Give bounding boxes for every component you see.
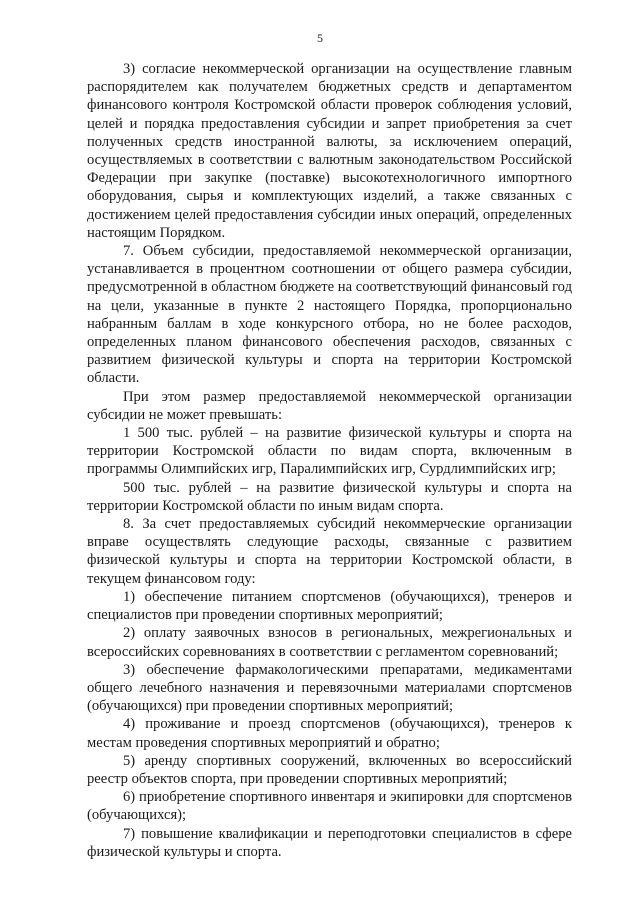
list-item-expense-3: 3) обеспечение фармакологическими препаратами, медикаментами общего лечебного назначения и перевязочными материалами спортсменов (обучающихся) при проведении спортивных мероприятий; (87, 661, 572, 715)
list-item-expense-2: 2) оплату заявочных взносов в региональных, межрегиональных и всероссийских соревнованиях в соответствии с регламентом соревнований; (87, 625, 572, 660)
paragraph-section-7-subsidy-volume: 7. Объем субсидии, предоставляемой некоммерческой организации, устанавливается в процентном соотношении от общего размера субсидии, предусмотренной в областном бюджете на соответствующий финансовый год на цели, указанные в пункте 2 настоящего Порядка, пропорционально набранным баллам в ходе конкурсного отбора, но не более расходов, определенных планом финансового обеспечения расходов, связанных с развитием физической культуры и спорта на территории Костромской области. (87, 243, 572, 387)
paragraph-section-8-expenses: 8. За счет предоставляемых субсидий некоммерческие организации вправе осуществлять следующие расходы, связанные с развитием физической культуры и спорта на территории Костромской области, в текущем финансовом году: (87, 516, 572, 587)
paragraph-limit-other-sports: 500 тыс. рублей – на развитие физической культуры и спорта на территории Костромской области по иным видам спорта. (87, 479, 572, 514)
list-item-expense-1: 1) обеспечение питанием спортсменов (обучающихся), тренеров и специалистов при проведении спортивных мероприятий; (87, 588, 572, 624)
paragraph-clause-3-consent: 3) согласие некоммерческой организации на осуществление главным распорядителем как получателем бюджетных средств и департаментом финансового контроля Костромской области проверок соблюдения условий, целей и порядка предоставления субсидии и запрет приобретения за счет полученных средств иностранной валюты, за исключением операций, осуществляемых в соответствии с валютным законодательством Российской Федерации при закупке (поставке) высокотехнологичного импортного оборудования, сырья и комплектующих изделий, а также связанных с достижением целей предоставления субсидии иных операций, определенных настоящим Порядком. (87, 61, 572, 241)
list-item-expense-4: 4) проживание и проезд спортсменов (обучающихся), тренеров к местам проведения спортивных мероприятий и обратно; (87, 716, 572, 751)
list-item-expense-6: 6) приобретение спортивного инвентаря и экипировки для спортсменов (обучающихся); (87, 789, 572, 824)
document-body (87, 60, 572, 861)
list-item-expense-5: 5) аренду спортивных сооружений, включенных во всероссийский реестр объектов спорта, при проведении спортивных мероприятий; (87, 752, 572, 787)
paragraph-subsidy-limit-intro: При этом размер предоставляемой некоммерческой организации субсидии не может превышать: (87, 388, 572, 423)
page-number: 5 (317, 31, 323, 45)
paragraph-limit-olympic-sports: 1 500 тыс. рублей – на развитие физической культуры и спорта на территории Костромской области по видам спорта, включенным в программы Олимпийских игр, Паралимпийских игр, Сурдлимпийских игр; (87, 425, 572, 478)
list-item-expense-7: 7) повышение квалификации и переподготовки специалистов в сфере физической культуры и спорта. (87, 825, 572, 860)
